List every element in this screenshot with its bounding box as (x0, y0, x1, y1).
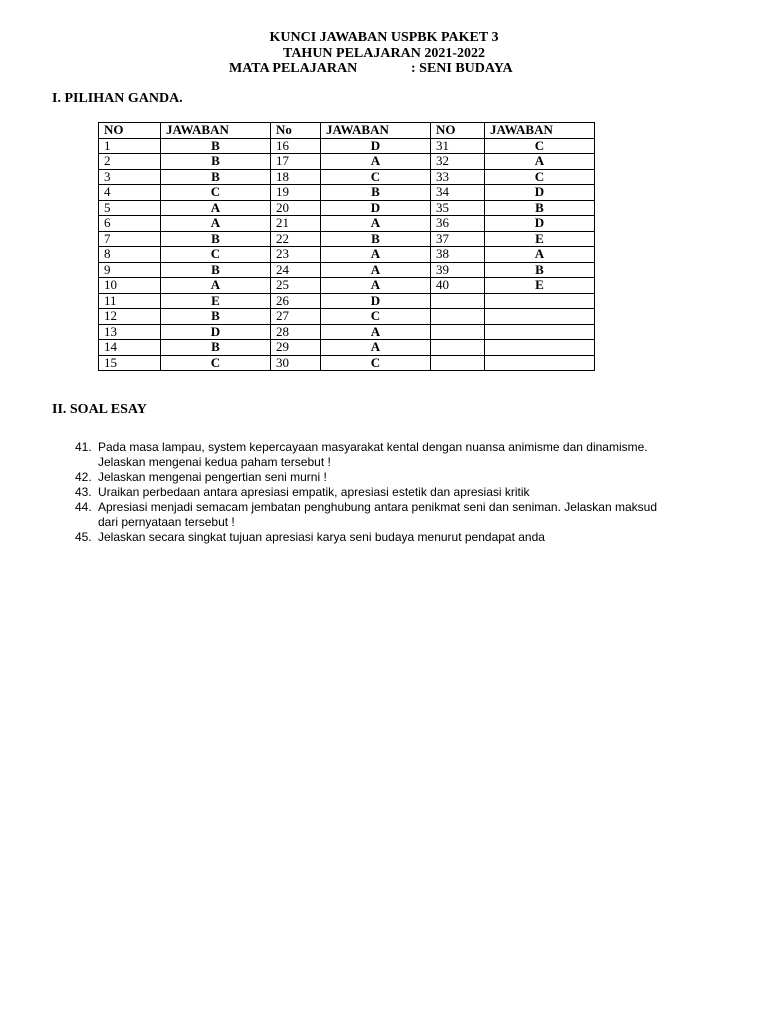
header-no-1: NO (99, 123, 161, 139)
number-cell: 36 (431, 216, 485, 232)
answer-cell: D (321, 293, 431, 309)
table-row (99, 324, 595, 340)
answer-cell: A (485, 154, 595, 170)
number-cell (431, 293, 485, 309)
number-cell: 10 (99, 278, 161, 294)
table-row (99, 262, 595, 278)
table-row (99, 278, 595, 294)
answer-cell: A (321, 216, 431, 232)
essay-question-text: Jelaskan secara singkat tujuan apresiasi karya seni budaya menurut pendapat anda (98, 530, 545, 544)
answer-cell: C (161, 355, 271, 371)
answer-cell: A (161, 278, 271, 294)
number-cell: 17 (271, 154, 321, 170)
answer-cell: D (321, 200, 431, 216)
essay-question-text: Apresiasi menjadi semacam jembatan penghubung antara penikmat seni dan seniman. Jelaskan maksud dari pernyataan tersebut ! (98, 500, 657, 529)
number-cell: 6 (99, 216, 161, 232)
answer-key-table (98, 122, 595, 371)
number-cell: 39 (431, 262, 485, 278)
essay-question-text: Jelaskan mengenai pengertian seni murni ! (98, 470, 327, 484)
answer-cell: A (485, 247, 595, 263)
essay-question-number: 44. (75, 500, 92, 514)
answer-cell: C (321, 309, 431, 325)
number-cell: 15 (99, 355, 161, 371)
header-no-2: No (271, 123, 321, 139)
number-cell: 18 (271, 169, 321, 185)
answer-cell (485, 324, 595, 340)
subject-label: MATA PELAJARAN (229, 61, 358, 76)
essay-question-number: 42. (75, 470, 92, 484)
number-cell: 5 (99, 200, 161, 216)
table-row (99, 216, 595, 232)
number-cell: 40 (431, 278, 485, 294)
answer-cell: A (321, 154, 431, 170)
table-header-row (99, 123, 595, 139)
answer-cell: B (161, 154, 271, 170)
answer-cell: A (321, 278, 431, 294)
answer-table-body (99, 138, 595, 371)
header-subject (0, 61, 768, 77)
answer-cell: B (161, 169, 271, 185)
answer-cell: A (321, 247, 431, 263)
essay-question-list (58, 440, 658, 545)
number-cell: 9 (99, 262, 161, 278)
answer-cell: A (321, 262, 431, 278)
number-cell: 32 (431, 154, 485, 170)
number-cell (431, 309, 485, 325)
number-cell: 14 (99, 340, 161, 356)
number-cell: 31 (431, 138, 485, 154)
number-cell: 11 (99, 293, 161, 309)
essay-question-text: Pada masa lampau, system kepercayaan masyarakat kental dengan nuansa animisme dan dinamisme. Jelaskan mengenai kedua paham tersebut ! (98, 440, 648, 469)
number-cell: 20 (271, 200, 321, 216)
table-row (99, 200, 595, 216)
number-cell: 27 (271, 309, 321, 325)
answer-cell: B (485, 200, 595, 216)
answer-cell: C (161, 247, 271, 263)
answer-cell: B (161, 340, 271, 356)
answer-cell: D (161, 324, 271, 340)
essay-question (58, 470, 658, 485)
number-cell: 1 (99, 138, 161, 154)
answer-cell: B (161, 309, 271, 325)
answer-cell: C (161, 185, 271, 201)
header-answer-3: JAWABAN (485, 123, 595, 139)
table-row (99, 293, 595, 309)
number-cell: 16 (271, 138, 321, 154)
number-cell: 21 (271, 216, 321, 232)
number-cell: 19 (271, 185, 321, 201)
number-cell: 12 (99, 309, 161, 325)
table-row (99, 247, 595, 263)
answer-cell: D (485, 185, 595, 201)
header-answer-1: JAWABAN (161, 123, 271, 139)
answer-cell (485, 355, 595, 371)
answer-cell: C (321, 355, 431, 371)
header-title: KUNCI JAWABAN USPBK PAKET 3 (269, 30, 499, 45)
essay-question-text: Uraikan perbedaan antara apresiasi empatik, apresiasi estetik dan apresiasi kritik (98, 485, 530, 499)
answer-cell: E (485, 278, 595, 294)
answer-cell (485, 340, 595, 356)
subject-value: : SENI BUDAYA (411, 61, 513, 76)
number-cell (431, 324, 485, 340)
header-year: TAHUN PELAJARAN 2021-2022 (283, 45, 485, 61)
number-cell: 24 (271, 262, 321, 278)
number-cell: 29 (271, 340, 321, 356)
number-cell: 7 (99, 231, 161, 247)
number-cell (431, 340, 485, 356)
number-cell: 33 (431, 169, 485, 185)
number-cell: 8 (99, 247, 161, 263)
answer-cell: A (321, 324, 431, 340)
essay-question-number: 45. (75, 530, 92, 544)
answer-cell: B (161, 138, 271, 154)
number-cell: 34 (431, 185, 485, 201)
section-multiple-choice-heading: I. PILIHAN GANDA. (52, 91, 183, 106)
essay-question-number: 41. (75, 440, 92, 454)
answer-cell: C (485, 169, 595, 185)
answer-cell: B (321, 231, 431, 247)
answer-cell: D (321, 138, 431, 154)
table-row (99, 185, 595, 201)
essay-question (58, 530, 658, 545)
answer-cell: B (485, 262, 595, 278)
answer-cell: A (161, 216, 271, 232)
number-cell: 37 (431, 231, 485, 247)
table-row (99, 138, 595, 154)
answer-cell (485, 309, 595, 325)
answer-cell: B (161, 262, 271, 278)
number-cell: 23 (271, 247, 321, 263)
answer-cell: C (321, 169, 431, 185)
table-row (99, 309, 595, 325)
table-row (99, 154, 595, 170)
answer-cell: E (161, 293, 271, 309)
number-cell: 28 (271, 324, 321, 340)
table-row (99, 231, 595, 247)
answer-cell: D (485, 216, 595, 232)
header-no-3: NO (431, 123, 485, 139)
number-cell: 2 (99, 154, 161, 170)
essay-question (58, 500, 658, 530)
answer-cell: A (161, 200, 271, 216)
answer-cell: E (485, 231, 595, 247)
number-cell: 38 (431, 247, 485, 263)
essay-question (58, 440, 658, 470)
number-cell (431, 355, 485, 371)
answer-cell (485, 293, 595, 309)
number-cell: 30 (271, 355, 321, 371)
section-essay-heading: II. SOAL ESAY (52, 402, 147, 417)
number-cell: 13 (99, 324, 161, 340)
table-row (99, 355, 595, 371)
number-cell: 4 (99, 185, 161, 201)
number-cell: 26 (271, 293, 321, 309)
table-row (99, 169, 595, 185)
number-cell: 3 (99, 169, 161, 185)
essay-question-number: 43. (75, 485, 92, 499)
table-row (99, 340, 595, 356)
number-cell: 22 (271, 231, 321, 247)
number-cell: 25 (271, 278, 321, 294)
essay-question (58, 485, 658, 500)
answer-cell: C (485, 138, 595, 154)
number-cell: 35 (431, 200, 485, 216)
header-answer-2: JAWABAN (321, 123, 431, 139)
document-header (0, 30, 768, 77)
answer-cell: B (321, 185, 431, 201)
answer-cell: B (161, 231, 271, 247)
answer-cell: A (321, 340, 431, 356)
